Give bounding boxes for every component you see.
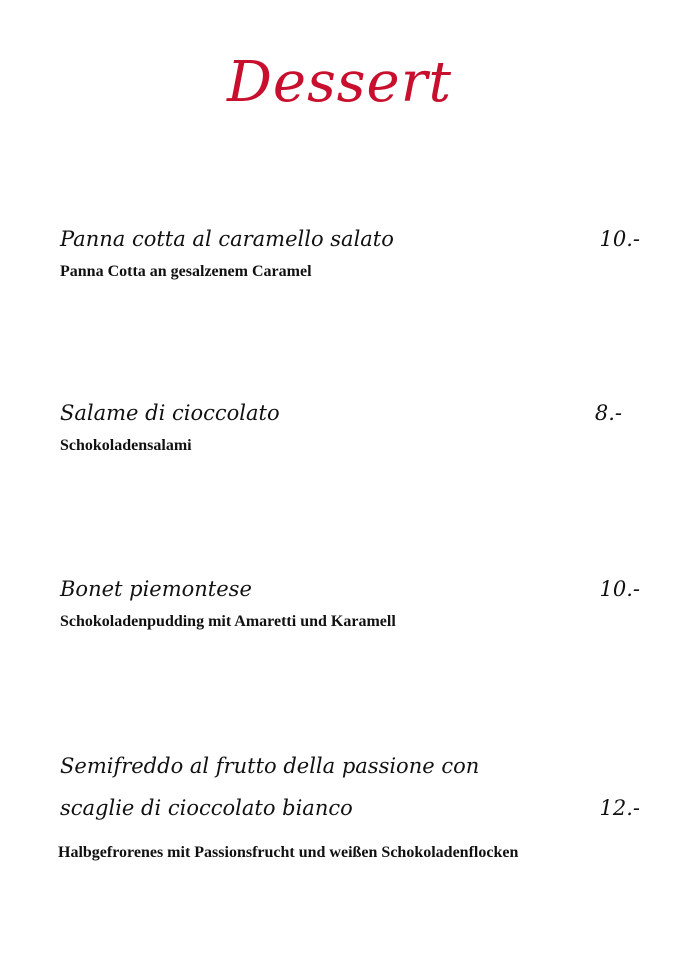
- menu-item-bonet: [60, 568, 640, 632]
- menu-item-semifreddo: [60, 745, 640, 863]
- item-description: Schokoladensalami: [60, 437, 192, 454]
- item-description: Halbgefrorenes mit Passionsfrucht und weißen Schokoladenflocken: [58, 844, 519, 861]
- item-price: 10.-: [599, 577, 640, 601]
- menu-item-salame: [60, 392, 640, 456]
- item-name: Bonet piemontese: [60, 577, 252, 601]
- menu-item-panna-cotta: [60, 218, 640, 282]
- item-name: Salame di cioccolato: [60, 401, 280, 425]
- item-price: 10.-: [599, 227, 640, 251]
- item-name: Panna cotta al caramello salato: [60, 227, 394, 251]
- page-title: Dessert: [227, 50, 452, 115]
- item-description: Schokoladenpudding mit Amaretti und Karamell: [60, 613, 396, 630]
- item-description: Panna Cotta an gesalzenem Caramel: [60, 263, 312, 280]
- item-name: Semifreddo al frutto della passione con scaglie di cioccolato bianco: [60, 754, 480, 820]
- item-price: 12.-: [599, 796, 640, 820]
- item-price: 8.-: [594, 401, 622, 425]
